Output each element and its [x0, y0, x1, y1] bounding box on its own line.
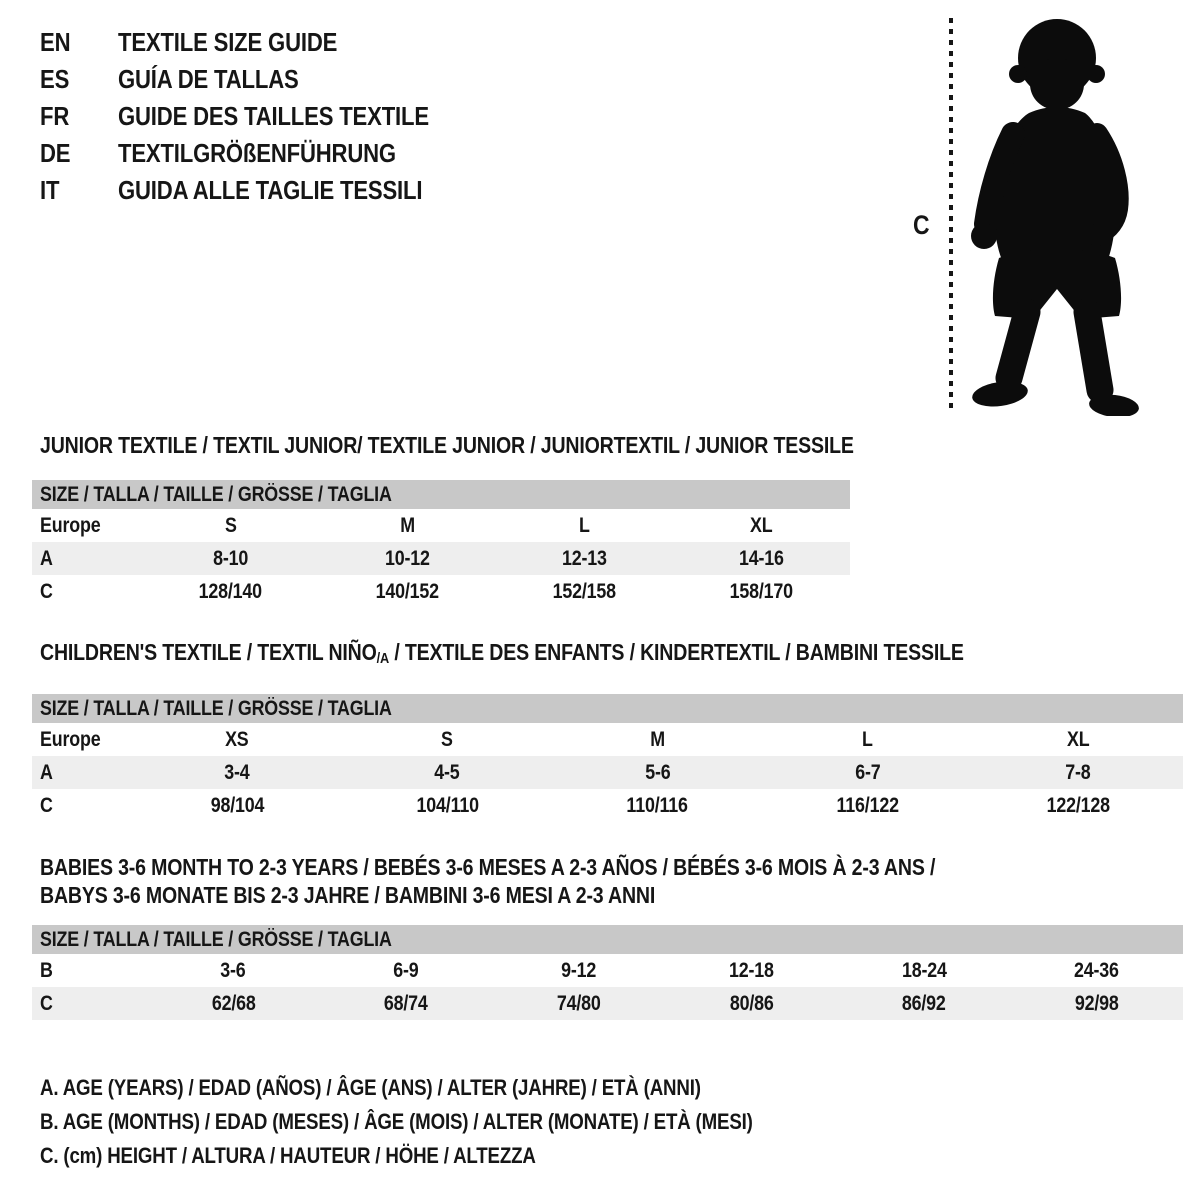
table-cell: M	[400, 513, 415, 537]
table-row-europe	[32, 509, 850, 542]
table-row-age-months	[32, 954, 1183, 987]
table-cell: 104/110	[416, 793, 479, 817]
table-cell: S	[441, 727, 454, 751]
table-row-height	[32, 789, 1183, 822]
table-cell: M	[650, 727, 665, 751]
table-cell: XS	[225, 727, 249, 751]
table-cell: 116/122	[836, 793, 899, 817]
row-label: A	[40, 760, 53, 784]
table-header-bar	[32, 480, 850, 509]
table-header-bar	[32, 694, 1183, 723]
table-row-age	[32, 542, 850, 575]
table-row-europe	[32, 723, 1183, 756]
section-junior-textile	[32, 432, 854, 608]
table-cell: XL	[750, 513, 773, 537]
table-header-bar	[32, 925, 1183, 954]
table-cell: 122/128	[1046, 793, 1110, 817]
table-cell: 4-5	[434, 760, 460, 784]
language-row	[40, 98, 484, 135]
table-cell: 18-24	[901, 958, 947, 982]
toddler-silhouette-icon	[969, 16, 1141, 416]
table-cell: 86/92	[902, 991, 946, 1015]
language-code: DE	[40, 138, 71, 168]
legend-line-c: C. (cm) HEIGHT / ALTURA / HAUTEUR / HÖHE / ALTEZZA	[40, 1143, 536, 1168]
language-title: GUIDE DES TAILLES TEXTILE	[118, 101, 429, 131]
row-label: C	[40, 991, 53, 1015]
table-cell: 152/158	[552, 579, 617, 603]
section-title-babies: BABIES 3-6 MONTH TO 2-3 YEARS / BEBÉS 3-6 MESES A 2-3 AÑOS / BÉBÉS 3-6 MOIS À 2-3 ANS / BABYS 3-6 MONATE BIS 2-3 JAHRE / BAMBINI 3-6 MESI A 2-3 ANNI	[40, 854, 936, 908]
table-cell: 14-16	[739, 546, 784, 570]
table-row-age	[32, 756, 1183, 789]
section-title-junior: JUNIOR TEXTILE / TEXTIL JUNIOR/ TEXTILE JUNIOR / JUNIORTEXTIL / JUNIOR TESSILE	[40, 432, 854, 458]
legend-line-a: A. AGE (YEARS) / EDAD (AÑOS) / ÂGE (ANS) / ALTER (JAHRE) / ETÀ (ANNI)	[40, 1075, 701, 1100]
table-cell: 24-36	[1074, 958, 1120, 982]
language-code: IT	[40, 175, 60, 205]
height-measure-figure	[905, 16, 1155, 420]
language-title: GUIDA ALLE TAGLIE TESSILI	[118, 175, 423, 205]
table-cell: 98/104	[210, 793, 264, 817]
table-cell: 6-9	[393, 958, 419, 982]
language-row	[40, 135, 484, 172]
table-cell: 3-4	[224, 760, 250, 784]
table-row-height	[32, 575, 850, 608]
height-c-label: C	[913, 210, 930, 240]
table-cell: 3-6	[220, 958, 246, 982]
table-row-height	[32, 987, 1183, 1020]
table-cell: 62/68	[211, 991, 256, 1015]
table-cell: 80/86	[729, 991, 774, 1015]
language-title: GUÍA DE TALLAS	[118, 64, 299, 94]
table-cell: 9-12	[561, 958, 597, 982]
legend-block	[40, 1071, 878, 1173]
legend-line-b: B. AGE (MONTHS) / EDAD (MESES) / ÂGE (MOIS) / ALTER (MONATE) / ETÀ (MESI)	[40, 1109, 753, 1134]
table-cell: 8-10	[212, 546, 249, 570]
table-cell: 7-8	[1065, 760, 1091, 784]
table-cell: L	[862, 727, 874, 751]
table-cell: 5-6	[644, 760, 671, 784]
table-cell: 10-12	[385, 546, 430, 570]
table-cell: S	[224, 513, 237, 537]
table-cell: XL	[1066, 727, 1090, 751]
table-cell: 68/74	[384, 991, 428, 1015]
language-title: TEXTILE SIZE GUIDE	[118, 27, 338, 57]
height-dashed-line	[949, 18, 953, 414]
table-cell: 92/98	[1074, 991, 1119, 1015]
language-title: TEXTILGRÖßENFÜHRUNG	[118, 138, 396, 168]
table-cell: 12-18	[728, 958, 774, 982]
row-label: C	[40, 793, 53, 817]
row-label: C	[40, 579, 53, 603]
language-title-block	[40, 24, 484, 209]
section-childrens-textile	[32, 641, 1183, 822]
row-label: B	[40, 958, 53, 982]
language-row	[40, 61, 484, 98]
language-code: FR	[40, 101, 70, 131]
table-cell: 12-13	[562, 546, 607, 570]
section-babies-textile	[32, 853, 1183, 1020]
table-cell: 158/170	[729, 579, 794, 603]
row-label: Europe	[40, 513, 101, 537]
table-cell: 6-7	[855, 760, 881, 784]
section-title-childrens: CHILDREN'S TEXTILE / TEXTIL NIÑO/A / TEXTILE DES ENFANTS / KINDERTEXTIL / BAMBINI TESSILE	[40, 639, 964, 667]
table-header-label: SIZE / TALLA / TAILLE / GRÖSSE / TAGLIA	[40, 696, 392, 720]
language-row	[40, 172, 484, 209]
table-cell: 140/152	[375, 579, 440, 603]
table-cell: 110/116	[626, 793, 689, 817]
row-label: A	[40, 546, 53, 570]
table-header-label: SIZE / TALLA / TAILLE / GRÖSSE / TAGLIA	[40, 927, 392, 951]
table-cell: L	[579, 513, 590, 537]
language-code: ES	[40, 64, 70, 94]
table-header-label: SIZE / TALLA / TAILLE / GRÖSSE / TAGLIA	[40, 482, 392, 506]
language-code: EN	[40, 27, 71, 57]
language-row	[40, 24, 484, 61]
table-cell: 74/80	[556, 991, 601, 1015]
table-cell: 128/140	[198, 579, 263, 603]
row-label: Europe	[40, 727, 101, 751]
